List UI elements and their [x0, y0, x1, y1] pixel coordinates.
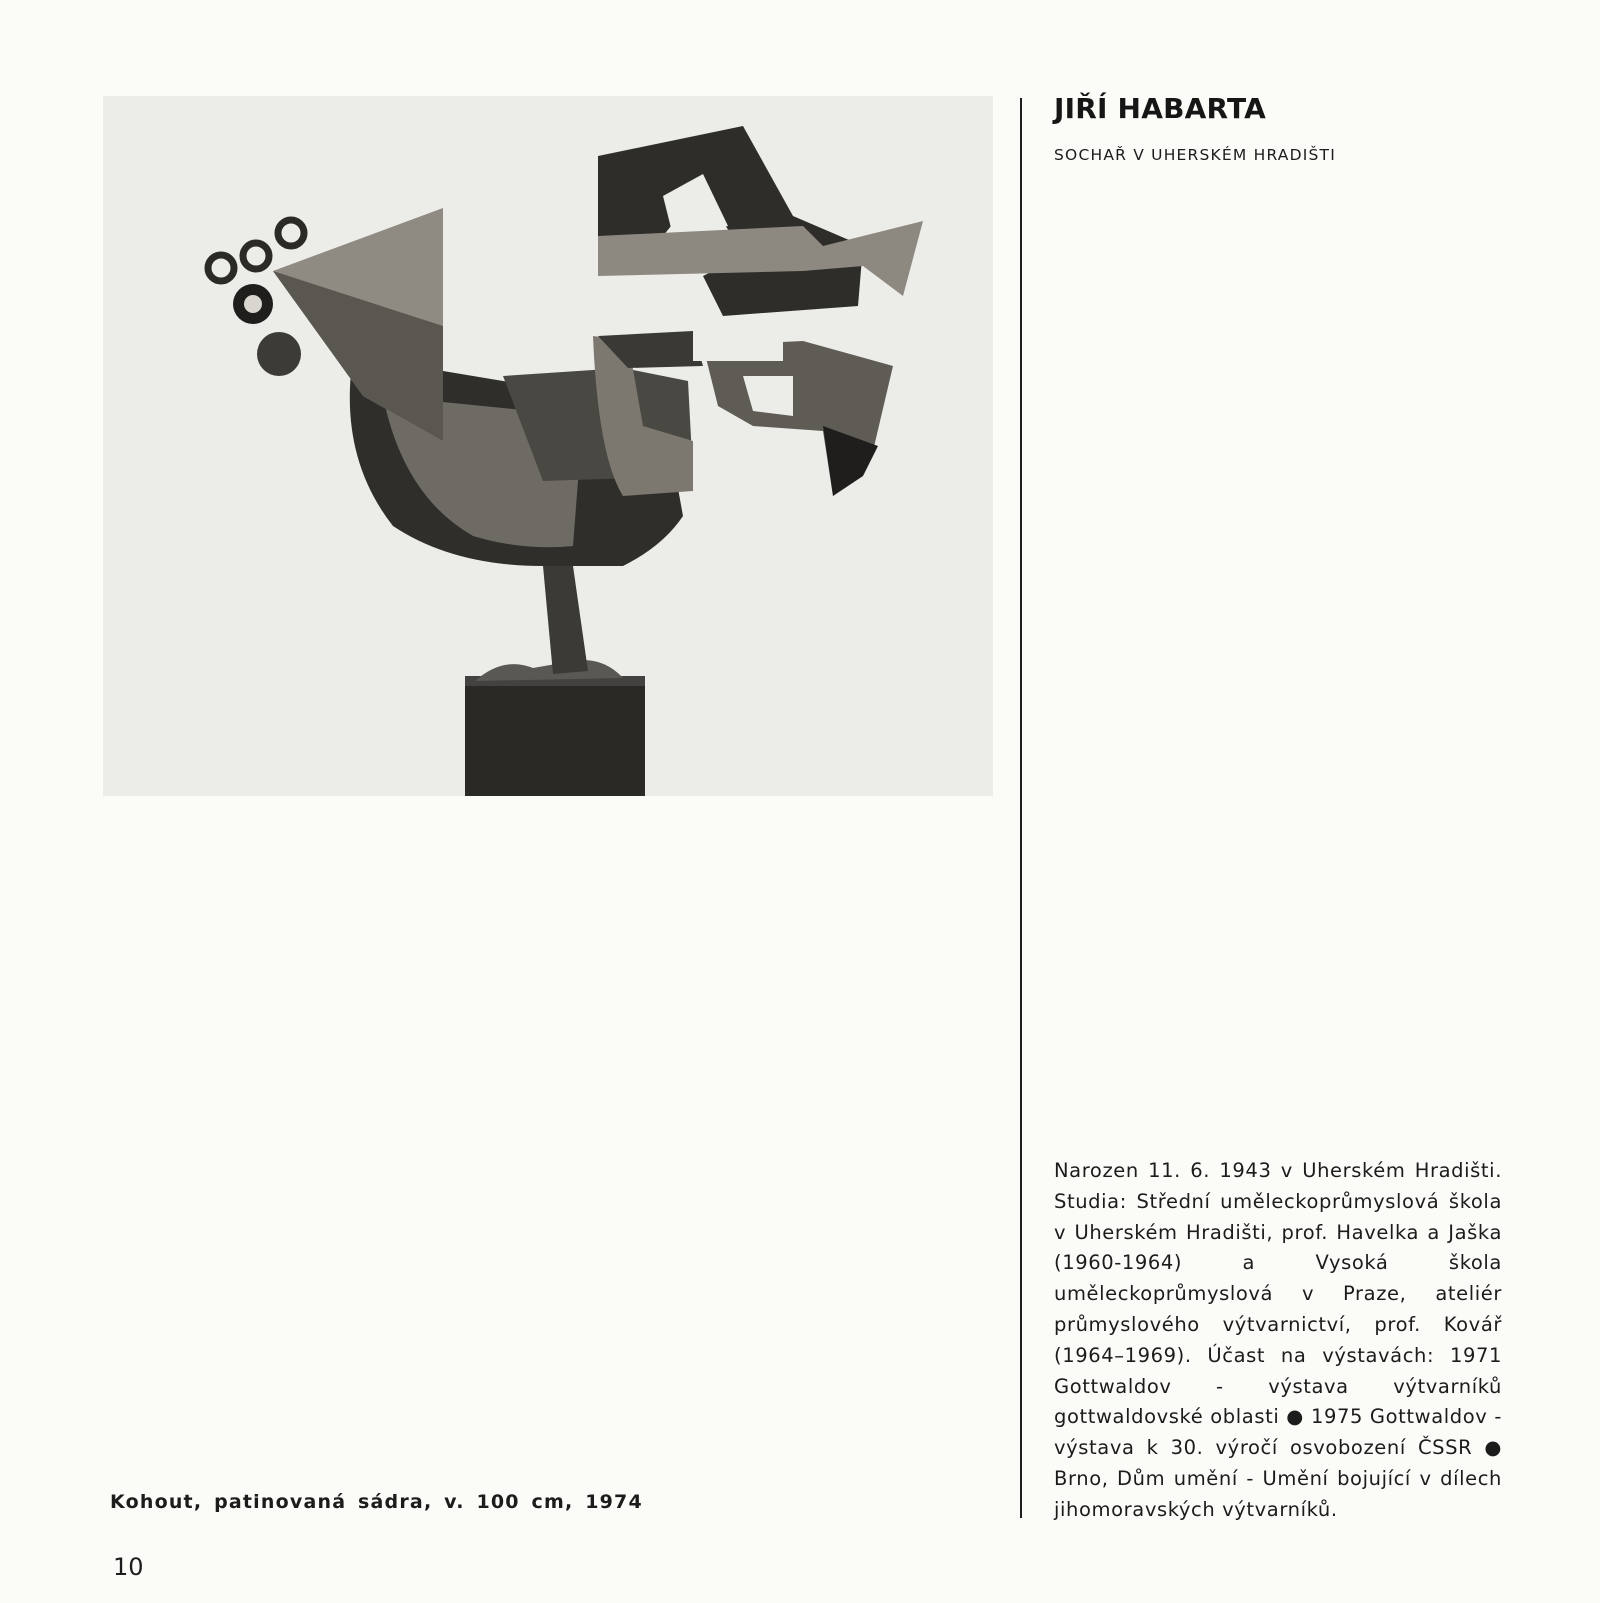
photo-caption: Kohout, patinovaná sádra, v. 100 cm, 1974 [110, 1491, 643, 1513]
rooster-sculpture-image [103, 96, 993, 796]
artist-biography: Narozen 11. 6. 1943 v Uherském Hradišti. Studia: Střední uměleckoprůmyslová škola v Uherském Hradišti, prof. Havelka a Jaška (1960-1964) a Vysoká škola uměleckoprůmyslová v Praze, ateliér průmyslového výtvarnictví, prof. Kovář (1964–1969). Účast na výstavách: 1971 Gottwaldov - výstava výtvarníků gottwaldovské oblasti ● 1975 Gottwaldov - výstava k 30. výročí osvobození ČSSR ● Brno, Dům umění - Umění bojující v dílech jihomoravských výtvarníků. [1054, 1159, 1502, 1521]
sculpture-photo [103, 96, 993, 796]
page-number: 10 [113, 1553, 144, 1581]
artist-name: JIŘÍ HABARTA [1054, 92, 1266, 125]
artist-role: SOCHAŘ V UHERSKÉM HRADIŠTI [1054, 146, 1336, 164]
column-divider [1020, 98, 1022, 1518]
